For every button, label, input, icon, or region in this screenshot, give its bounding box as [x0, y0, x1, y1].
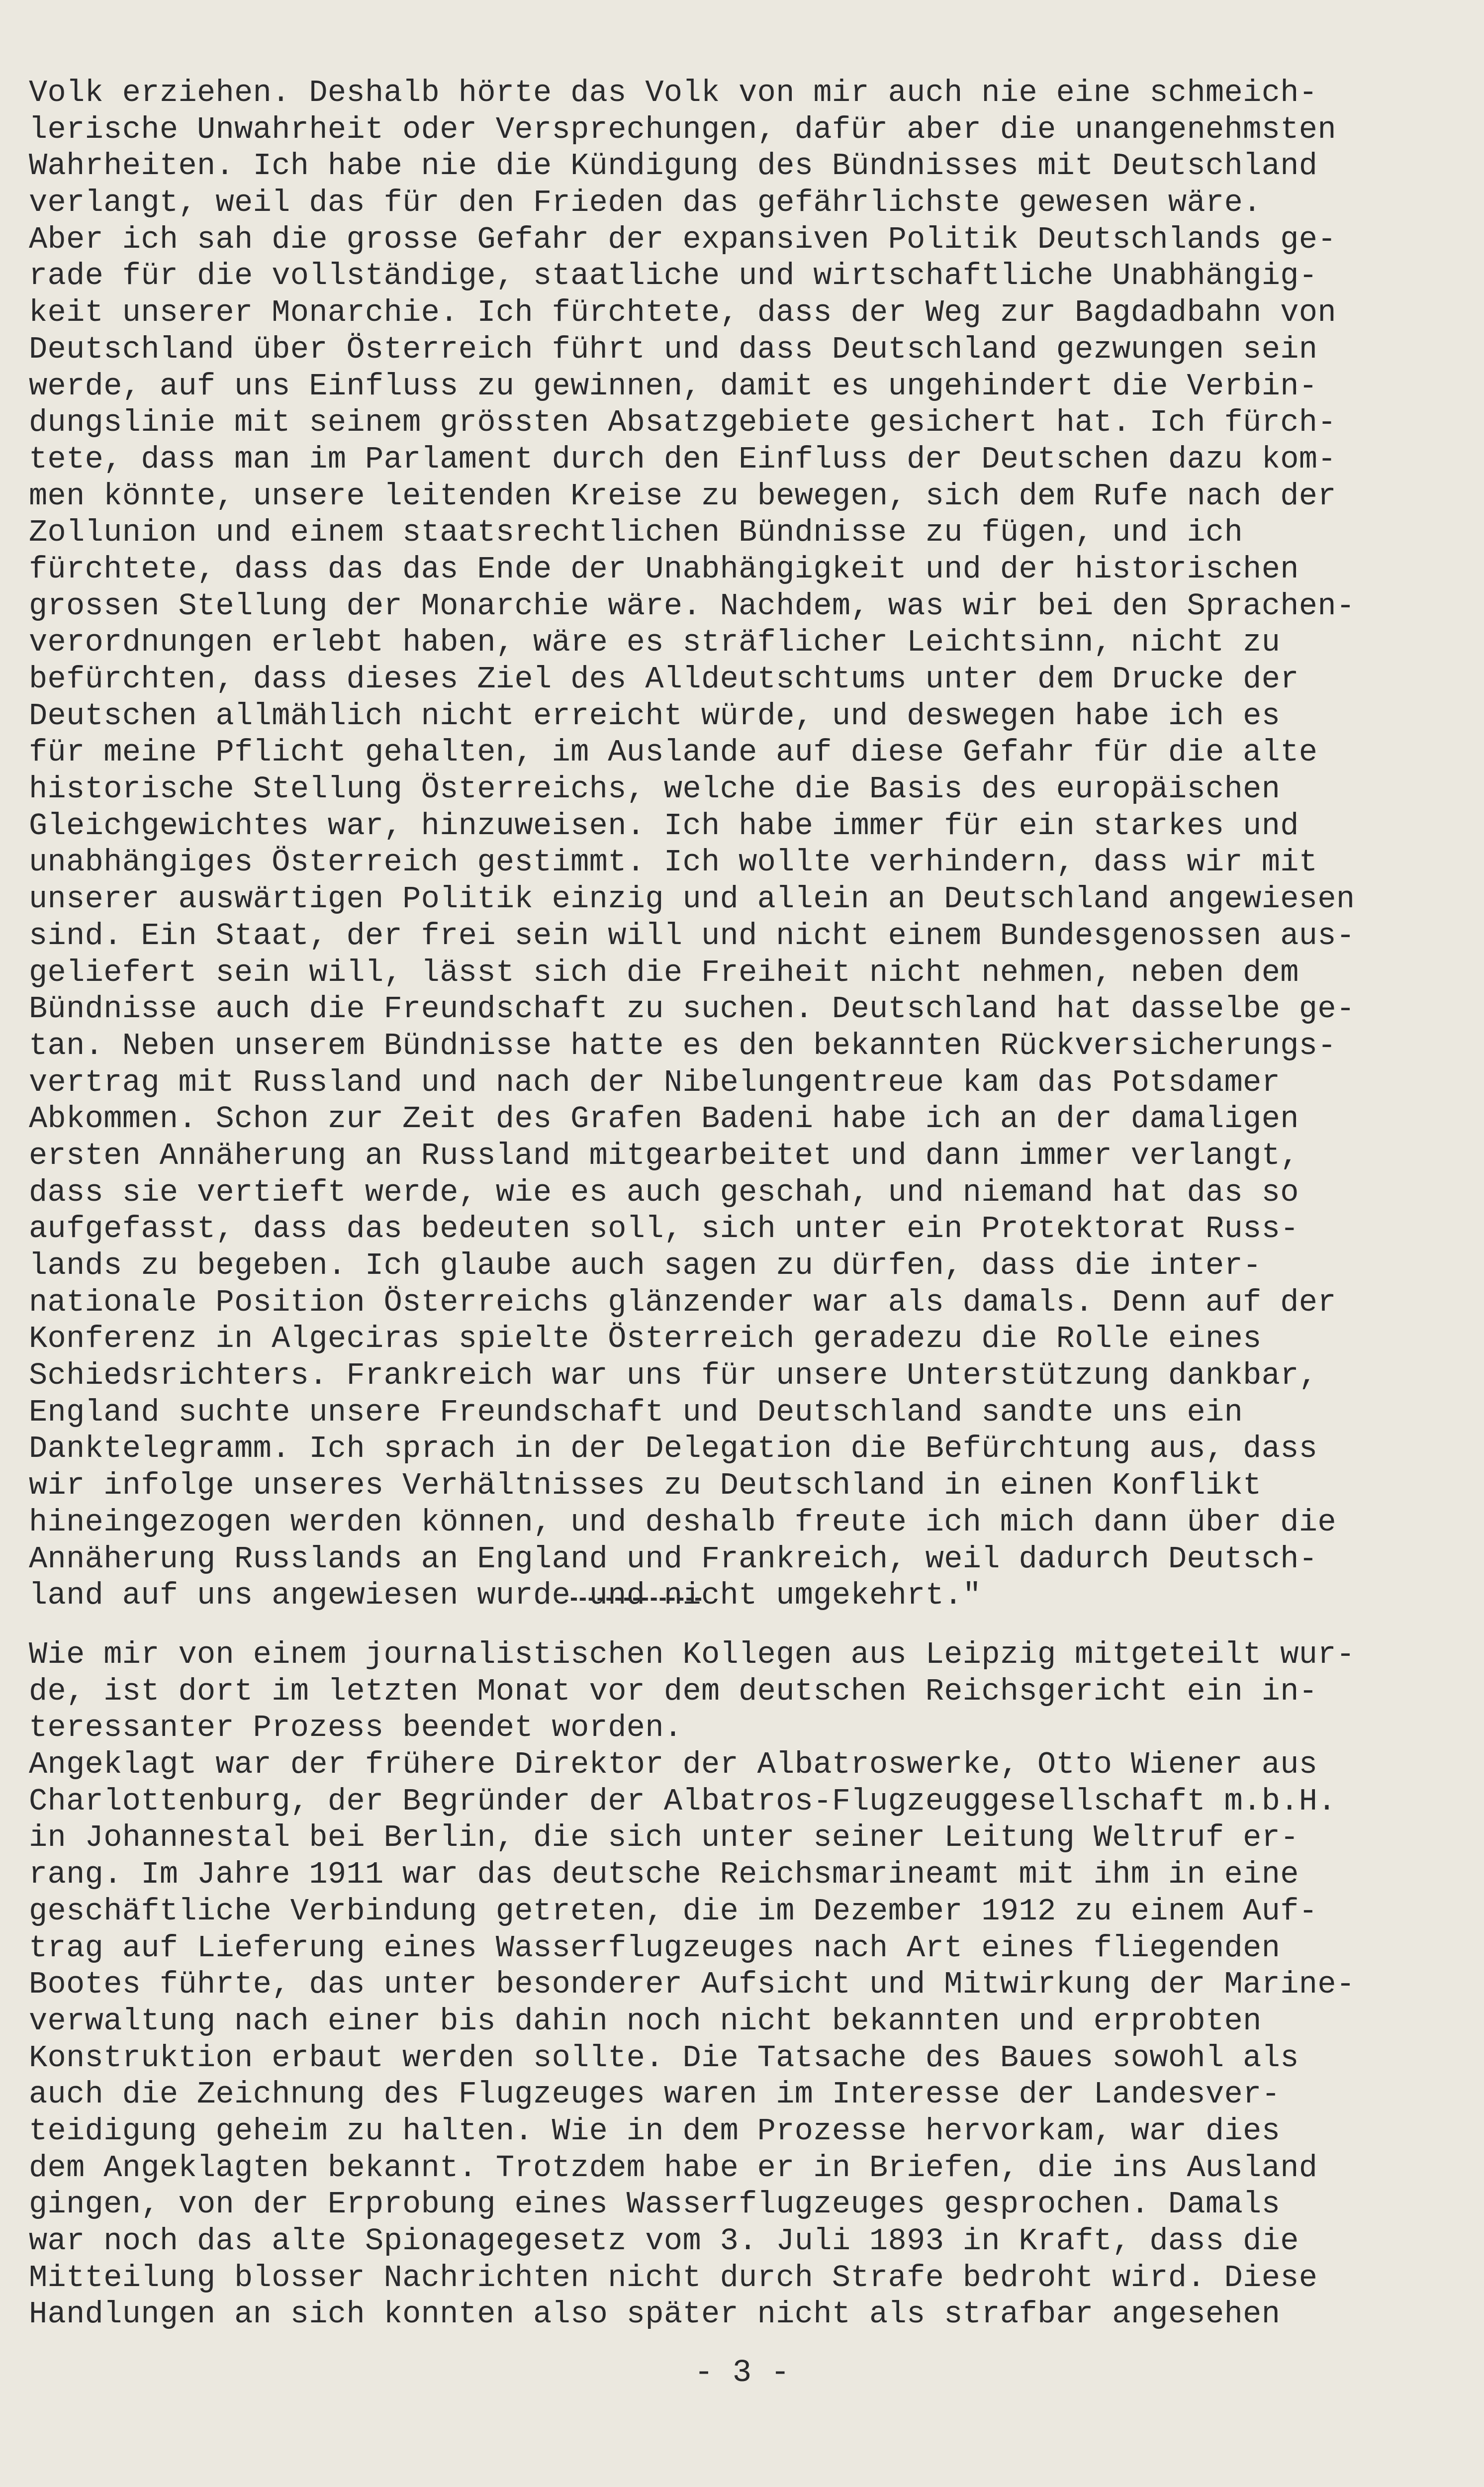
text-line: wir infolge unseres Verhältnisses zu Deutschland in einen Konflikt	[29, 1468, 1262, 1504]
text-line: tan. Neben unserem Bündnisse hatte es den bekannten Rückversicherungs-	[29, 1028, 1336, 1063]
text-line: historische Stellung Österreichs, welche die Basis des europäischen	[29, 771, 1281, 807]
text-line: England suchte unsere Freundschaft und Deutschland sandte uns ein	[29, 1394, 1243, 1430]
section-separator	[571, 1598, 701, 1601]
text-line: Charlottenburg, der Begründer der Albatros-Flugzeuggesellschaft m.b.H.	[29, 1783, 1336, 1819]
text-line: teressanter Prozess beendet worden.	[29, 1710, 683, 1746]
text-line: Volk erziehen. Deshalb hörte das Volk von mir auch nie eine schmeich-	[29, 75, 1318, 110]
text-line: Deutschen allmählich nicht erreicht würde, und deswegen habe ich es	[29, 698, 1281, 734]
text-line: sind. Ein Staat, der frei sein will und nicht einem Bundesgenossen aus-	[29, 918, 1355, 954]
text-line: Bündnisse auch die Freundschaft zu suchen. Deutschland hat dasselbe ge-	[29, 991, 1355, 1027]
text-line: teidigung geheim zu halten. Wie in dem Prozesse hervorkam, war dies	[29, 2113, 1281, 2149]
text-line: Wahrheiten. Ich habe nie die Kündigung des Bündnisses mit Deutschland	[29, 148, 1318, 184]
text-line: verwaltung nach einer bis dahin noch nicht bekannten und erprobten	[29, 2003, 1262, 2039]
text-line: aufgefasst, dass das bedeuten soll, sich unter ein Protektorat Russ-	[29, 1211, 1299, 1247]
text-line: Konferenz in Algeciras spielte Österreich geradezu die Rolle eines	[29, 1321, 1262, 1357]
text-line: Zollunion und einem staatsrechtlichen Bündnisse zu fügen, und ich	[29, 515, 1243, 551]
text-line: Bootes führte, das unter besonderer Aufsicht und Mitwirkung der Marine-	[29, 1967, 1355, 2003]
paragraph-reichsgericht-report	[29, 1636, 1461, 2333]
text-line: de, ist dort im letzten Monat vor dem deutschen Reichsgericht ein in-	[29, 1673, 1318, 1709]
text-line: lerische Unwahrheit oder Versprechungen, dafür aber die unangenehmsten	[29, 111, 1336, 147]
text-line: war noch das alte Spionagegesetz vom 3. Juli 1893 in Kraft, dass die	[29, 2223, 1299, 2259]
text-line: Deutschland über Österreich führt und dass Deutschland gezwungen sein	[29, 331, 1318, 367]
text-line: auch die Zeichnung des Flugzeuges waren im Interesse der Landesver-	[29, 2077, 1281, 2112]
text-line: Angeklagt war der frühere Direktor der Albatroswerke, Otto Wiener aus	[29, 1747, 1318, 1783]
text-line: nationale Position Österreichs glänzender war als damals. Denn auf der	[29, 1284, 1336, 1320]
text-line: dem Angeklagten bekannt. Trotzdem habe er in Briefen, die ins Ausland	[29, 2150, 1318, 2186]
text-line: Gleichgewichtes war, hinzuweisen. Ich habe immer für ein starkes und	[29, 808, 1299, 844]
text-line: für meine Pflicht gehalten, im Auslande auf diese Gefahr für die alte	[29, 735, 1318, 770]
text-line: hineingezogen werden können, und deshalb freute ich mich dann über die	[29, 1504, 1336, 1540]
text-line: unserer auswärtigen Politik einzig und allein an Deutschland angewiesen	[29, 881, 1355, 917]
text-line: keit unserer Monarchie. Ich fürchtete, dass der Weg zur Bagdadbahn von	[29, 295, 1336, 331]
text-line: fürchtete, dass das das Ende der Unabhängigkeit und der historischen	[29, 551, 1299, 587]
text-line: dungslinie mit seinem grössten Absatzgebiete gesichert hat. Ich fürch-	[29, 405, 1336, 441]
text-line: werde, auf uns Einfluss zu gewinnen, damit es ungehindert die Verbin-	[29, 368, 1318, 404]
text-line: tete, dass man im Parlament durch den Einfluss der Deutschen dazu kom-	[29, 441, 1336, 477]
text-line: geliefert sein will, lässt sich die Freiheit nicht nehmen, neben dem	[29, 955, 1299, 990]
text-line: Wie mir von einem journalistischen Kollegen aus Leipzig mitgeteilt wur-	[29, 1637, 1355, 1672]
page-number: - 3 -	[694, 2355, 790, 2391]
text-line: gingen, von der Erprobung eines Wasserflugzeuges gesprochen. Damals	[29, 2187, 1281, 2222]
text-line: vertrag mit Russland und nach der Nibelungentreue kam das Potsdamer	[29, 1064, 1281, 1100]
text-line: in Johannestal bei Berlin, die sich unter seiner Leitung Weltruf er-	[29, 1820, 1299, 1856]
text-line: Mitteilung blosser Nachrichten nicht durch Strafe bedroht wird. Diese	[29, 2260, 1318, 2296]
paragraph-quote-continuation	[29, 75, 1461, 1614]
text-line: lands zu begeben. Ich glaube auch sagen zu dürfen, dass die inter-	[29, 1248, 1262, 1283]
text-line: Danktelegramm. Ich sprach in der Delegation die Befürchtung aus, dass	[29, 1431, 1318, 1467]
text-line: grossen Stellung der Monarchie wäre. Nachdem, was wir bei den Sprachen-	[29, 588, 1355, 624]
text-line: Abkommen. Schon zur Zeit des Grafen Badeni habe ich an der damaligen	[29, 1101, 1299, 1137]
text-line: rade für die vollständige, staatliche und wirtschaftliche Unabhängig-	[29, 258, 1318, 294]
text-line: Aber ich sah die grosse Gefahr der expansiven Politik Deutschlands ge-	[29, 221, 1336, 257]
text-line: Annäherung Russlands an England und Frankreich, weil dadurch Deutsch-	[29, 1541, 1318, 1577]
text-line: geschäftliche Verbindung getreten, die im Dezember 1912 zu einem Auf-	[29, 1893, 1318, 1929]
text-line: men könnte, unsere leitenden Kreise zu bewegen, sich dem Rufe nach der	[29, 478, 1336, 514]
text-line: land auf uns angewiesen wurde und nicht umgekehrt."	[29, 1578, 982, 1614]
text-line: dass sie vertieft werde, wie es auch geschah, und niemand hat das so	[29, 1174, 1299, 1210]
text-line: Handlungen an sich konnten also später nicht als strafbar angesehen	[29, 2296, 1281, 2332]
text-line: verordnungen erlebt haben, wäre es sträflicher Leichtsinn, nicht zu	[29, 625, 1281, 661]
text-line: befürchten, dass dieses Ziel des Alldeutschtums unter dem Drucke der	[29, 662, 1299, 697]
text-line: unabhängiges Österreich gestimmt. Ich wollte verhindern, dass wir mit	[29, 845, 1318, 880]
text-line: verlangt, weil das für den Frieden das gefährlichste gewesen wäre.	[29, 185, 1262, 221]
text-line: Schiedsrichters. Frankreich war uns für unsere Unterstützung dankbar,	[29, 1358, 1318, 1394]
text-line: rang. Im Jahre 1911 war das deutsche Reichsmarineamt mit ihm in eine	[29, 1857, 1299, 1893]
text-line: Konstruktion erbaut werden sollte. Die Tatsache des Baues sowohl als	[29, 2040, 1299, 2076]
text-line: ersten Annäherung an Russland mitgearbeitet und dann immer verlangt,	[29, 1138, 1299, 1173]
text-line: trag auf Lieferung eines Wasserflugzeuges nach Art eines fliegenden	[29, 1930, 1281, 1966]
